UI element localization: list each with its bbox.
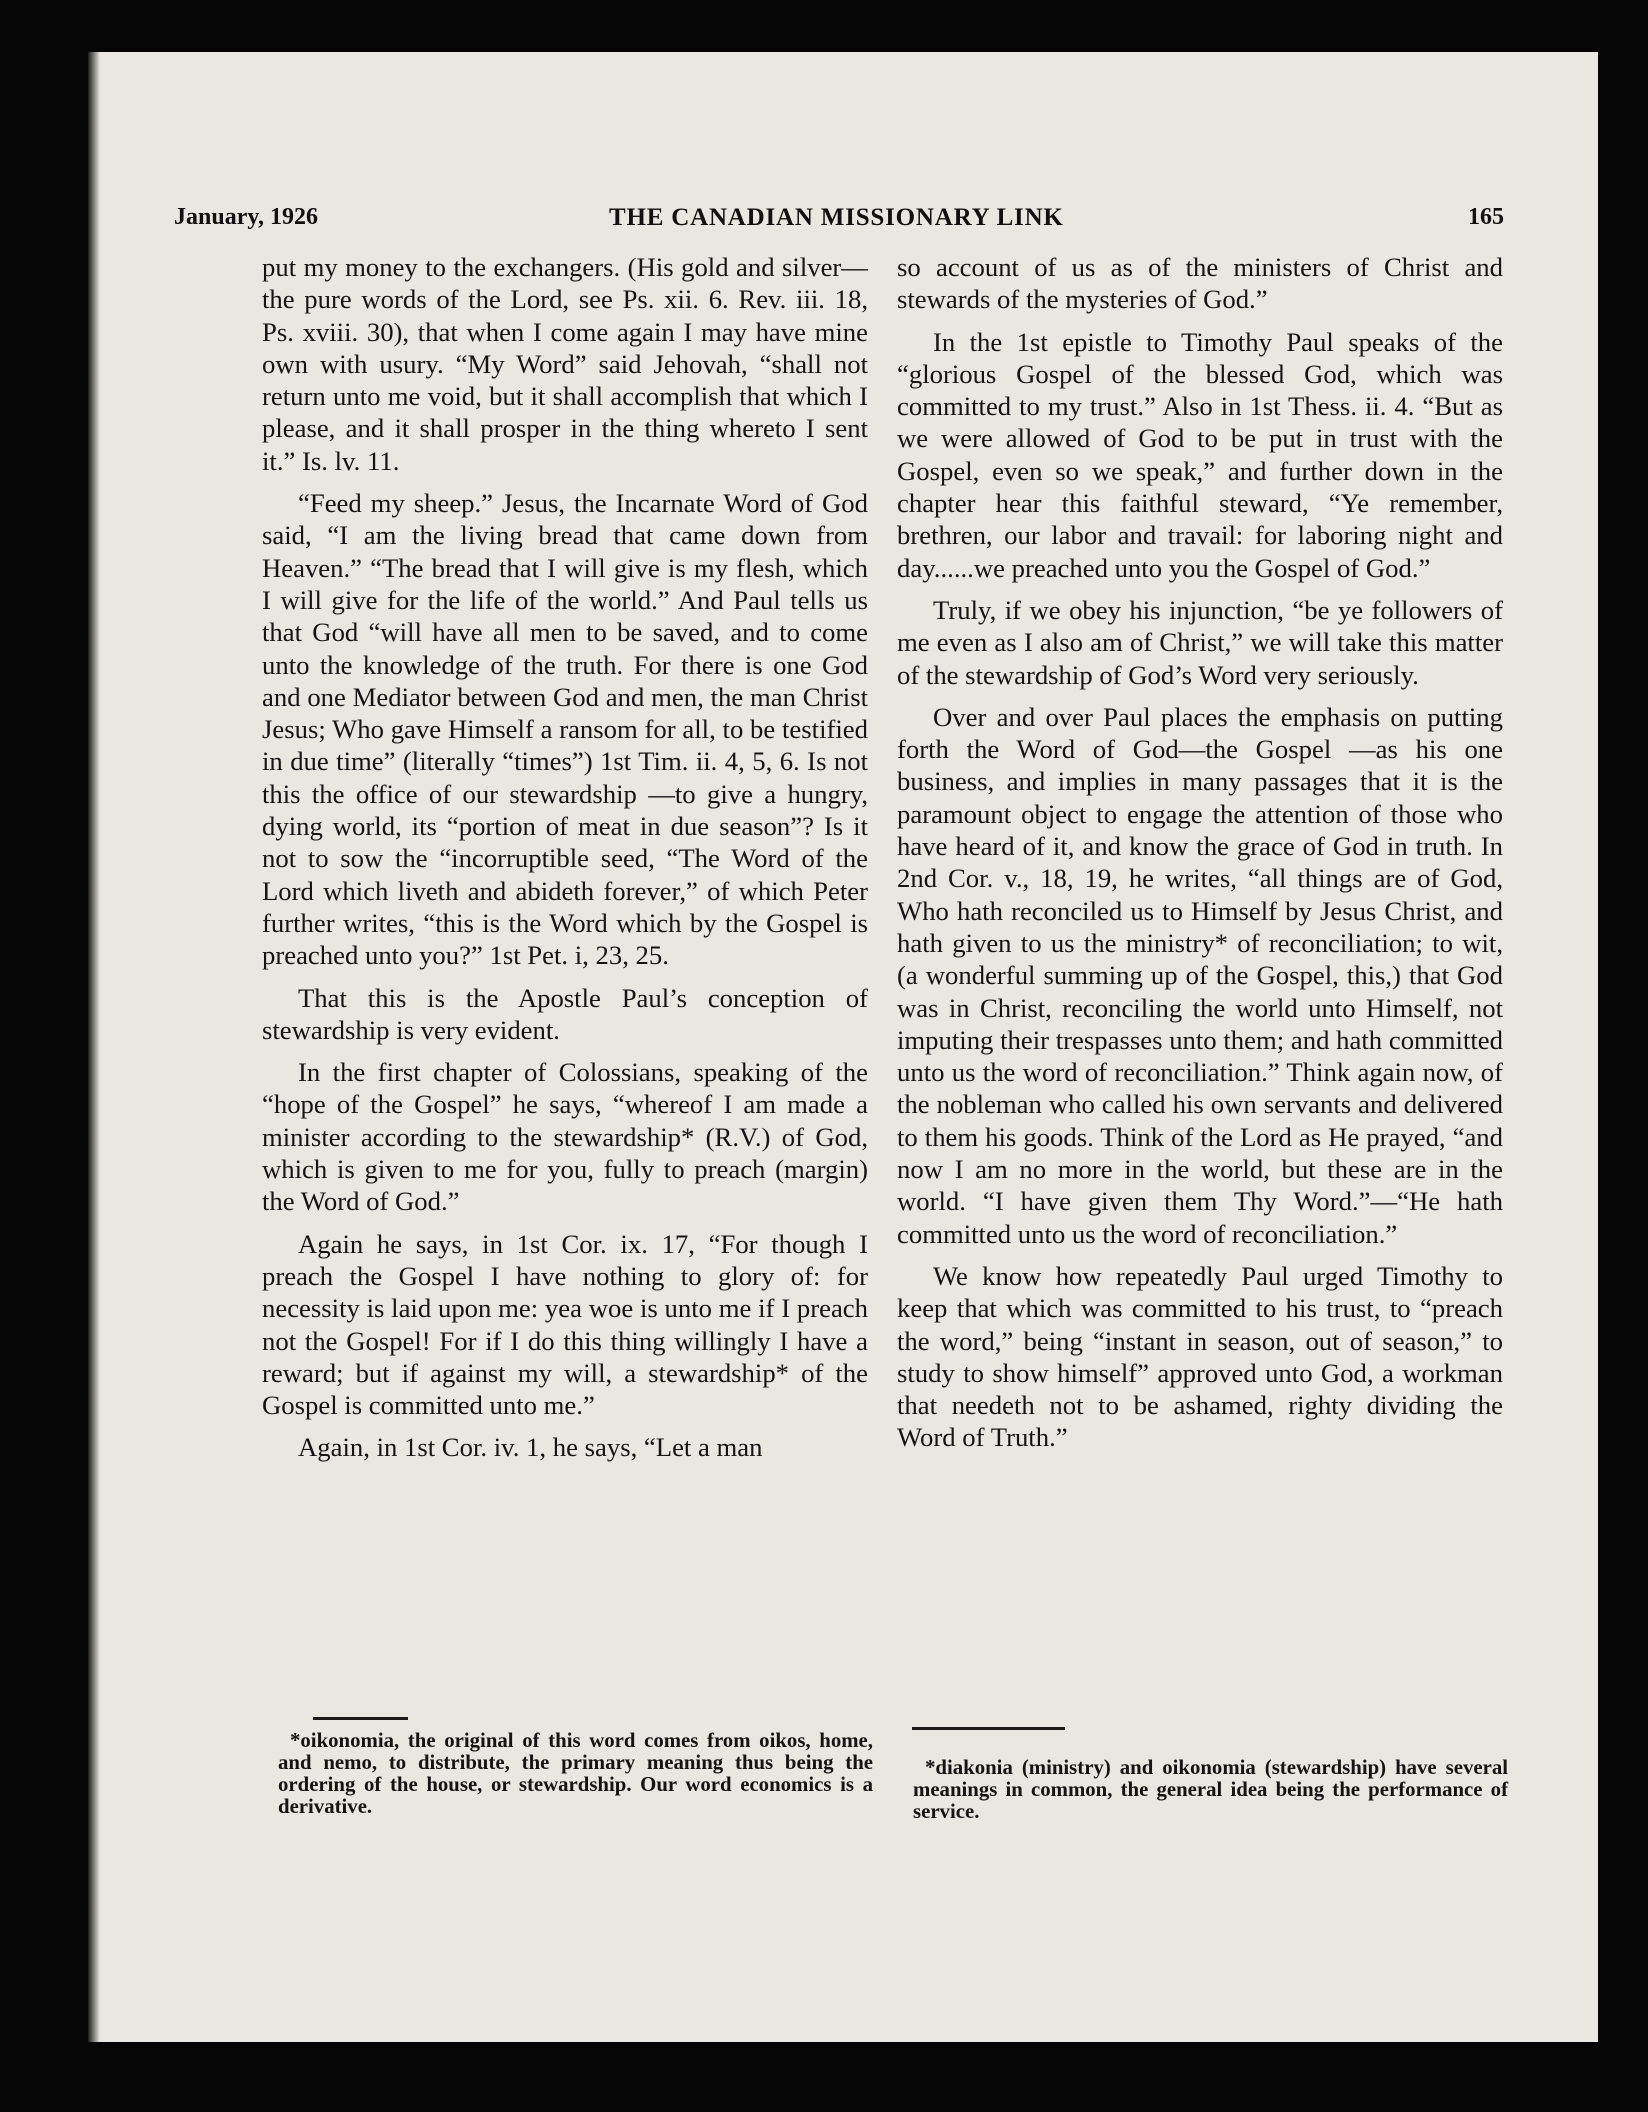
paragraph: In the 1st epistle to Timothy Paul speaks of the “glorious Gospel of the blessed God, which was committed to my trust.” Also in 1st Thess. ii. 4. “But as we were allowed of God to be put in trust with the Gospel, even so we speak,” and further down in the chapter hear this faithful steward, “Ye remember, brethren, our labor and travail: for laboring night and day......we preached unto you the Gospel of God.” [897,326,1503,583]
paragraph: In the first chapter of Colossians, speaking of the “hope of the Gospel” he says, “whereof I am made a minister according to the stewardship* (R.V.) of God, which is given to me for you, fully to preach (margin) the Word of God.” [262,1057,868,1217]
header-date: January, 1926 [174,204,319,230]
paragraph: Again, in 1st Cor. iv. 1, he says, “Let a man [298,1432,763,1463]
paragraph: Over and over Paul places the emphasis on putting forth the Word of God—the Gospel —as his one business, and implies in many passages that it is the paramount object to engage the attention of those who have heard of it, and know the grace of God in truth. In 2nd Cor. v., 18, 19, he writes, “all things are of God, Who hath reconciled us to Himself by Jesus Christ, and hath given to us the ministry* of reconciliation; to wit, (a wonderful summing up of the Gospel, this,) that God was in Christ, reconciling the world unto Himself, not imputing their trespasses unto them; and hath committed unto us the word of reconciliation.” Think again now, of the nobleman who called his own servants and delivered to them his goods. Think of the Lord as He prayed, “and now I am no more in the world, but these are in the world. “I have given them Thy Word.”—“He hath committed unto us the word of reconciliation.” [897,701,1503,1249]
page-number: 165 [1468,204,1504,230]
paragraph: “Feed my sheep.” Jesus, the Incarnate Word of God said, “I am the living bread that came down from Heaven.” “The bread that I will give is my flesh, which I will give for the life of the world.” And Paul tells us that God “will have all men to be saved, and to come unto the knowledge of the truth. For there is one God and one Mediator between God and men, the man Christ Jesus; Who gave Himself a ransom for all, to be testified in due time” (literally “times”) 1st Tim. ii. 4, 5, 6. Is not this the office of our stewardship —to give a hungry, dying world, its “portion of meat in due season”? Is it not to sow the “incorruptible seed, “The Word of the Lord which liveth and abideth forever,” of which Peter further writes, “this is the Word which by the Gospel is preached unto you?” 1st Pet. i, 23, 25. [262,488,868,971]
left-column [262,251,868,1464]
footnote-text: *diakonia (ministry) and oikonomia (stewardship) have several meanings in common, the general idea being the performance of service. [913,1756,1508,1823]
paragraph: put my money to the exchangers. (His gold and silver—the pure words of the Lord, see Ps. xii. 6. Rev. iii. 18, Ps. xviii. 30), that when I come again I may have mine own with usury. “My Word” said Jehovah, “shall not return unto me void, but it shall accomplish that which I please, and it shall prosper in the thing whereto I sent it.” Is. lv. 11. [262,252,868,476]
header-title: THE CANADIAN MISSIONARY LINK [609,204,1064,231]
paragraph: Again he says, in 1st Cor. ix. 17, “For though I preach the Gospel I have nothing to glory of: for necessity is laid upon me: yea woe is unto me if I preach not the Gospel! For if I do this thing willingly I have a reward; but if against my will, a stewardship* of the Gospel is committed unto me.” [262,1228,868,1421]
footnote-divider [313,1717,408,1720]
paragraph: We know how repeatedly Paul urged Timothy to keep that which was committed to his trust, to “preach the word,” being “instant in season, out of season,” to study to show himself” approved unto God, a workman that needeth not to be ashamed, righty dividing the Word of Truth.” [897,1260,1503,1453]
page-edge-shadow [88,52,100,2042]
right-column [897,251,1503,1454]
footnote-left [278,1730,873,1818]
paragraph: Truly, if we obey his injunction, “be ye followers of me even as I also am of Christ,” we will take this matter of the stewardship of God’s Word very seriously. [897,594,1503,690]
footnote-text: *oikonomia, the original of this word comes from oikos, home, and nemo, to distribute, the primary meaning thus being the ordering of the house, or stewardship. Our word economics is a derivative. [278,1729,873,1818]
paragraph: That this is the Apostle Paul’s conception of stewardship is very evident. [262,982,868,1045]
footnote-divider [912,1727,1065,1730]
footnote-right [913,1757,1508,1823]
running-header [174,204,1504,240]
paragraph: so account of us as of the ministers of Christ and stewards of the mysteries of God.” [897,252,1503,315]
scan-border [0,2042,1648,2112]
